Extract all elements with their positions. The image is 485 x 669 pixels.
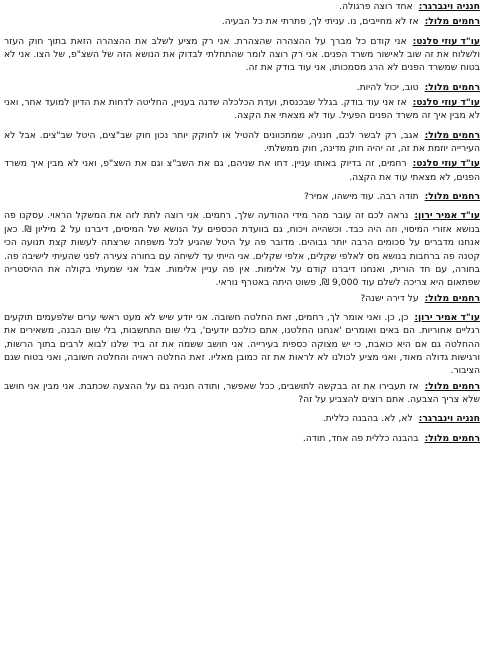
speech-text: אחד רוצה פרגולה. — [339, 1, 413, 12]
transcript-entry — [4, 292, 480, 305]
speaker-name: רחמים מלול: — [424, 380, 480, 392]
transcript-entry — [4, 15, 480, 28]
transcript-entry — [4, 129, 480, 156]
speech-text: אז תעבירו את זה בבקשה לתושבים, ככל שאפשר, ותודה חנניה גם על ההצעה שכתבת. אני מבין אני חושב שלא צריך הצבעה. אתם רוצים להצביע על זה? — [4, 380, 480, 405]
transcript-entry — [4, 380, 480, 407]
speaker-name: עו"ד אמיר ירון: — [414, 210, 480, 222]
transcript-entry — [4, 412, 480, 425]
speech-text: טוב, יכול להיות. — [356, 81, 419, 93]
speaker-name: עו"ד אמיר ירון: — [414, 311, 480, 323]
speaker-name: רחמים מלול: — [424, 16, 480, 28]
speaker-name: עו"ד עוזי סלנט: — [412, 97, 480, 109]
transcript-entry — [4, 35, 480, 75]
speech-text: תודה רבה. עוד מישהו, אמיר? — [303, 191, 419, 203]
speech-text: אגב, רק לבשר לכם, חנניה, שמתכוונים להטיל או לחוקק יותר נכון חוק שב"צים, היטל שב"צים. אבל לא העירייה יוזמת את זה, זה יהיה חוק מדינה, חוק ממשלתי. — [4, 129, 480, 155]
speaker-name: רחמים מלול: — [424, 292, 480, 304]
speech-text: בהבנה כללית פה אחד, תודה. — [302, 432, 419, 444]
speech-text: אז לא מחייבים, נו. עניתי לך, פתרתי את כל הבעיה. — [221, 16, 419, 28]
speaker-name: עו"ד עוזי סלנט: — [412, 158, 480, 170]
speaker-name: חנניה וינברגר: — [418, 1, 480, 12]
speech-text: אז אני עוד בודק. בגלל שבכנסת, ועדת הכלכלה שדנה בעניין, החליטה לדחות את הדיון למועד אחר, ואני לא מבין איך זה משרד הפנים הפעיל. עוד לא מצאתי את הקצה. — [4, 97, 480, 122]
transcript — [4, 0, 480, 669]
transcript-entry — [4, 311, 480, 378]
transcript-entry — [4, 190, 480, 203]
speech-text: נראה לכם זה עובר מהר מידי ההודעה שלך, רחמים. אני רוצה לתת לזה את המשקל הראוי. עסקנו פה בנושא אזורי המיסוי, וזה היה כבד. וכשהייה ויכוח, גם בוועדת הכספים על הנושא של המיסים, דיברנו על 2 מיליון ₪. כאן אנחנו מדברים על סכומים הרבה יותר גבוהים. מדובר פה על היטל שהגיע לכל משפחה שרצתה לעשות קצת תנועה הכי קטנה פה ברחבות בנושא מס לאלפי שקלים, אלפי שקלים. אני הייתי עד לשיחה עם בחורה צעירה לפני שהעיתי לישיבה פה. בחורה, עם חד הורית, ואנחנו דיברנו קודם על אלימות. אין פה עניין אלימות. אבל אני שמעתי בקולה את ההיסטריה שפתאום היא צריכה לשלם עוד 9,000 ₪, פשוט היתה באטרף נוראי. — [4, 210, 480, 289]
speaker-name: חנניה וינברגר: — [418, 413, 480, 425]
transcript-entry — [4, 432, 480, 445]
speech-text: על דירה ישנה? — [360, 292, 419, 304]
speaker-name: רחמים מלול: — [424, 432, 480, 444]
speaker-name: רחמים מלול: — [424, 191, 480, 203]
speech-text: לא, לא. בהבנה כללית. — [322, 413, 413, 425]
speaker-name: רחמים מלול: — [424, 81, 480, 93]
transcript-entry — [4, 209, 480, 289]
speech-text: אני קודם כל מברך על ההצהרה שהצהרת. אני רק מציע לשלב את ההצהרה הזאת בתוך חוק העזר ולשלוח את זה שוב לאישור משרד הפנים. אני רק רוצה לומר שהתחלתי לבדוק את הנושא הזה של השצ"פ, של הצו. אני לא בטוח שמשרד הפנים לא הרג מסמכותו, אני עוד בודק את זה. — [4, 35, 480, 74]
transcript-entry — [4, 157, 480, 184]
speech-text: כן, כן. ואני אומר לך, רחמים, זאת החלטה חשובה. אני יודע שיש לא מעט ראשי ערים שלפעמים תוקעים רגליים אחוריות. הם באים ואומרים 'אנחנו החלטנו, אתם כולכם יודעים', בלי שום התחשבות, בלי שום הבנה, משאירים את ההחלטה גם אם היא כואבת, כי יש מצוקה כספית בעירייה. אני חושב ששמה את זה ביד שלנו לבוא לרבים בתוך הרשות, ורגישות גדולה מאוד, ואני מציע לכולנו לא לראות את זה כמובן מאליו. זאת החלטה ראויה והחלטה חשובה, ואני בטוח שגם הציבור. — [4, 311, 480, 377]
speech-text: רחמים, זה בדיוק באותו עניין. דחו את שניהם, גם את השב"צ וגם את השצ"פ, ואני לא מבין איך משרד הפנים, לא מצאתי עוד את הקצה. — [4, 158, 480, 183]
transcript-entry — [4, 81, 480, 94]
speaker-name: עו"ד עוזי סלנט: — [412, 35, 480, 47]
transcript-entry — [4, 0, 480, 13]
transcript-entry — [4, 96, 480, 123]
speaker-name: רחמים מלול: — [424, 129, 480, 141]
